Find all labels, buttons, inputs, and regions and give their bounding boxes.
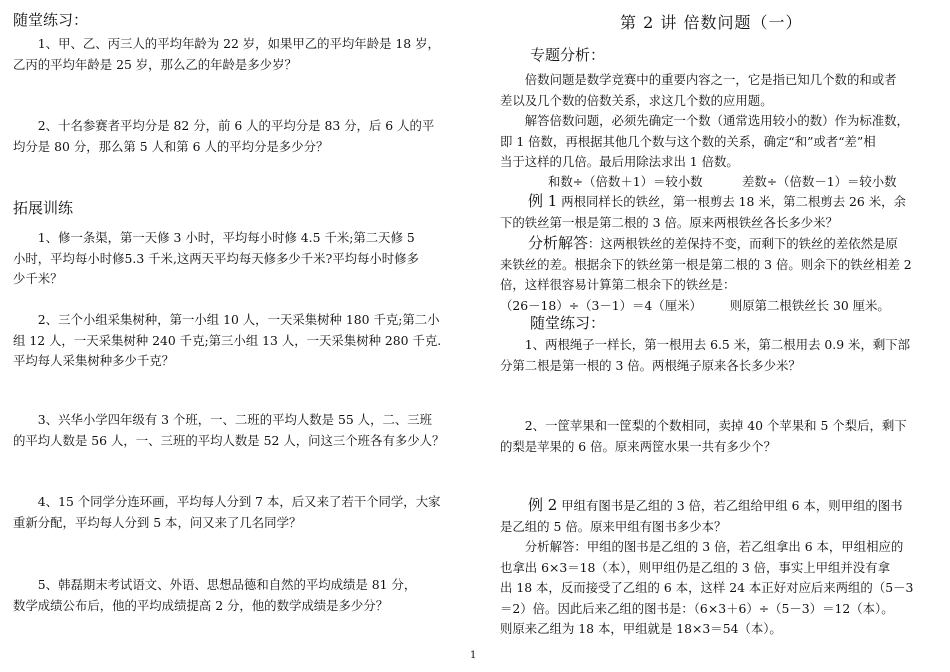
right-practice-question-1: 1、两根绳子一样长，第一根用去 6.5 米，第二根用去 0.9 米，剩下部 分第二根是第一根的 3 倍。两根绳子原来各长多少米？ [500, 337, 911, 373]
extension-question-2: 2、三个小组采集树种，第一小组 10 人，一天采集树种 180 千克;第二小 组 12 人，一天采集树种 240 千克;第三小组 13 人，一天采集树种 280 千克. 平均每人采集树种多少千克？ [13, 312, 442, 368]
example-2-label: 例 2 [528, 496, 558, 514]
extension-question-5: 5、韩磊期末考试语文、外语、思想品德和自然的平均成绩是 81 分， 数学成绩公布后，他的平均成绩提高 2 分，他的数学成绩是多少分？ [13, 577, 417, 613]
analysis-paragraph-2: 解答倍数问题，必须先确定一个数（通常选用较小的数）作为标准数， 即 1 倍数，再根据其他几个数与这个数的关系，确定“和”或者“差”相 当于这样的几倍。最后用除法求出 1 倍数。 [500, 113, 909, 169]
example-2-solution: 分析解答：甲组的图书是乙组的 3 倍，若乙组拿出 6 本，甲组相应的 也拿出 6×3＝18（本），则甲组仍是乙组的 3 倍，事实上甲组并没有拿 出 18 本，反而接受了乙组的 6 本，这样 24 本正好对应后来两组的（5－3 ＝2）倍。因此后来乙组的图书是：（6×3＋6）÷（5－3）＝12（本）。 则原来乙组为 18 本，甲组就是 18×3＝54（本）。 [500, 539, 914, 636]
right-practice-heading: 随堂练习： [530, 314, 606, 332]
example-1: 例 1 两根同样长的铁丝，第一根剪去 18 米，第二根剪去 26 米，余 下的铁丝第一根是第二根的 3 倍。原来两根铁丝各长多少米？ [500, 192, 906, 230]
solution-answer: 则原第二根铁丝长 30 厘米。 [729, 297, 890, 313]
solution-label: 分析解答 [528, 234, 589, 252]
practice-heading: 随堂练习： [13, 11, 89, 29]
practice-question-2: 2、十名参赛者平均分是 82 分，前 6 人的平均分是 83 分，后 6 人的平 均分是 80 分，那么第 5 人和第 6 人的平均分是多少分？ [13, 118, 435, 154]
analysis-paragraph-1: 倍数问题是数学竞赛中的重要内容之一，它是指已知几个数的和或者 差以及几个数的倍数关系，求这几个数的应用题。 [500, 72, 897, 108]
formula-diff: 差数÷（倍数－1）＝较小数 [742, 174, 897, 189]
page-number: 1 [470, 650, 477, 661]
extension-question-1: 1、修一条渠，第一天修 3 小时，平均每小时修 4.5 千米;第二天修 5 小时，平均每小时修5.3 千米,这两天平均每天修多少千米?平均每小时修多 少千米？ [13, 230, 419, 286]
practice-question-1: 1、甲、乙、丙三人的平均年龄为 22 岁，如果甲乙的平均年龄是 18 岁， 乙丙的平均年龄是 25 岁，那么乙的年龄是多少岁？ [13, 36, 440, 72]
right-practice-question-2: 2、一筐苹果和一筐梨的个数相同，卖掉 40 个苹果和 5 个梨后，剩下 的梨是苹果的 6 倍。原来两筐水果一共有多少个？ [500, 418, 907, 454]
formula-sum: 和数÷（倍数＋1）＝较小数 [548, 174, 703, 189]
solution-calc: （26－18）÷（3－1）＝4（厘米） [500, 297, 702, 313]
example-1-label: 例 1 [528, 192, 558, 210]
lesson-title: 第 2 讲 倍数问题（一） [620, 13, 803, 32]
extension-question-4: 4、15 个同学分连环画，平均每人分到 7 本，后又来了若干个同学，大家 重新分配，平均每人分到 5 本，问又来了几名同学？ [13, 494, 441, 530]
example-1-solution: 分析解答：这两根铁丝的差保持不变，而剩下的铁丝的差依然是原 来铁丝的差。根据余下的铁丝第一根是第二根的 3 倍。则余下的铁丝相差 2 倍，这样很容易计算第二根余下的铁丝是： （26－18）÷（3－1）＝4（厘米） 则原第二根铁丝长 30 厘米。 [500, 234, 912, 313]
analysis-heading: 专题分析： [530, 46, 606, 64]
extension-heading: 拓展训练 [13, 199, 74, 217]
example-2: 例 2 甲组有图书是乙组的 3 倍，若乙组给甲组 6 本，则甲组的图书 是乙组的 5 倍。原来甲组有图书多少本？ [500, 496, 903, 534]
extension-question-3: 3、兴华小学四年级有 3 个班，一、二班的平均人数是 55 人，二、三班 的平均人数是 56 人，一、三班的平均人数是 52 人，问这三个班各有多少人？ [13, 412, 445, 448]
